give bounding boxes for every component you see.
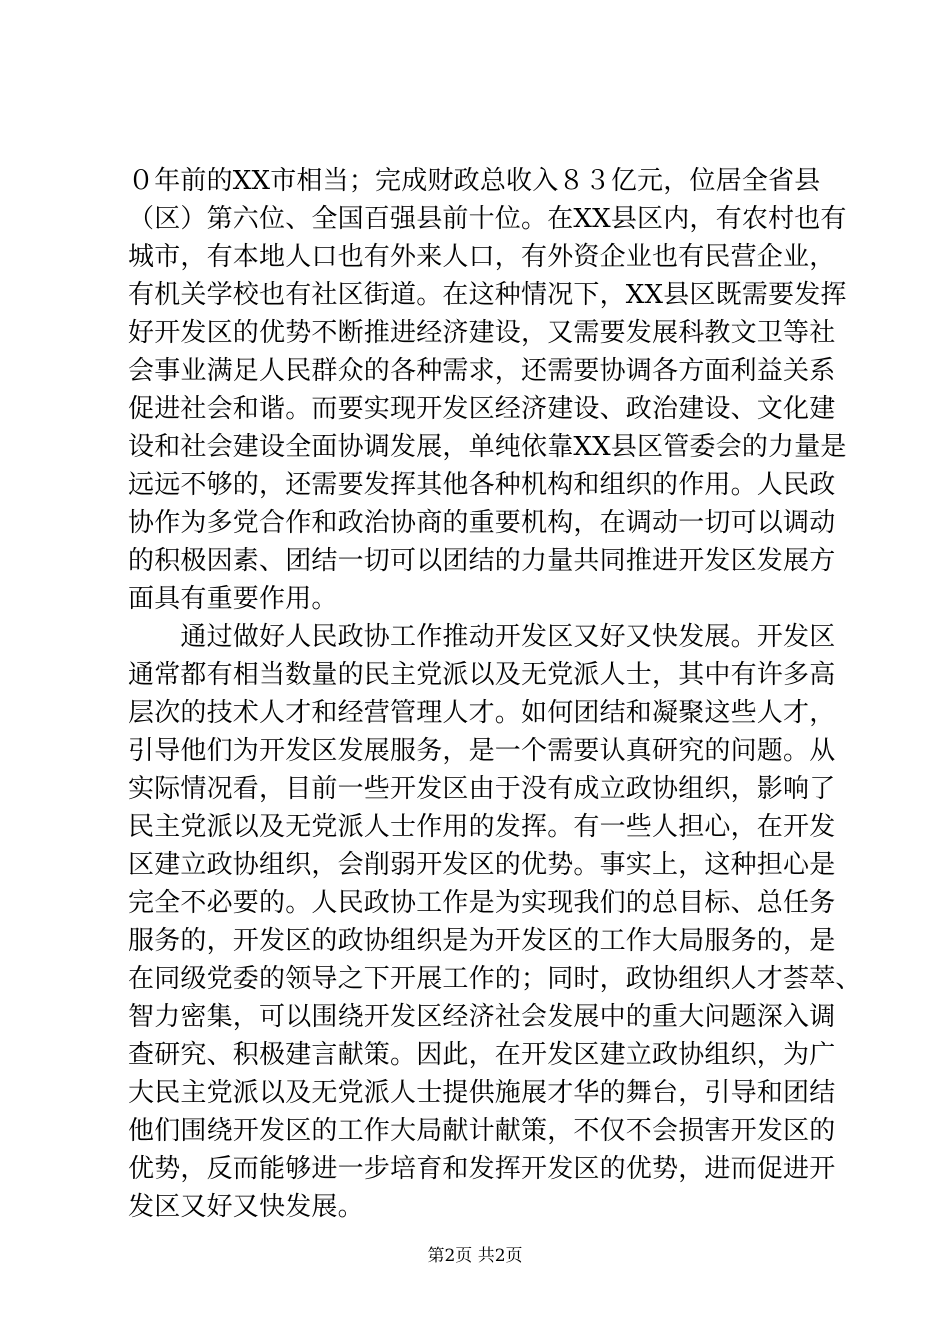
- text-line: 通过做好人民政协工作推动开发区又好又快发展。开发区: [128, 622, 836, 652]
- text-line: 他们围绕开发区的工作大局献计献策，不仅不会损害开发区的: [128, 1116, 836, 1146]
- paragraph-2: [128, 618, 862, 1226]
- text-line: 会事业满足人民群众的各种需求，还需要协调各方面利益关系: [128, 356, 836, 386]
- text-line: 促进社会和谐。而要实现开发区经济建设、政治建设、文化建: [128, 394, 836, 424]
- text-line: 区建立政协组织，会削弱开发区的优势。事实上，这种担心是: [128, 850, 836, 880]
- text-line: 面具有重要作用。: [128, 584, 338, 614]
- text-line: 查研究、积极建言献策。因此，在开发区建立政协组织，为广: [128, 1040, 836, 1070]
- text-line: 智力密集，可以围绕开发区经济社会发展中的重大问题深入调: [128, 1002, 836, 1032]
- text-line: 发区又好又快发展。: [128, 1192, 364, 1222]
- text-line: 层次的技术人才和经营管理人才。如何团结和凝聚这些人才，: [128, 698, 836, 728]
- page-footer: [0, 1245, 950, 1267]
- text-line: 城市，有本地人口也有外来人口，有外资企业也有民营企业，: [128, 242, 836, 272]
- text-line: 好开发区的优势不断推进经济建设，又需要发展科教文卫等社: [128, 318, 836, 348]
- text-line: 协作为多党合作和政治协商的重要机构，在调动一切可以调动: [128, 508, 836, 538]
- text-line: 在同级党委的领导之下开展工作的；同时，政协组织人才荟萃、: [128, 964, 862, 994]
- text-line: ０年前的XX市相当；完成财政总收入８３亿元，位居全省县: [128, 166, 821, 196]
- text-line: 大民主党派以及无党派人士提供施展才华的舞台，引导和团结: [128, 1078, 836, 1108]
- paragraph-1: [128, 162, 847, 618]
- text-line: 的积极因素、团结一切可以团结的力量共同推进开发区发展方: [128, 546, 836, 576]
- page-number: 第2页 共2页: [427, 1246, 523, 1266]
- text-line: 设和社会建设全面协调发展，单纯依靠XX县区管委会的力量是: [128, 432, 847, 462]
- text-line: 民主党派以及无党派人士作用的发挥。有一些人担心，在开发: [128, 812, 836, 842]
- text-line: 有机关学校也有社区街道。在这种情况下，XX县区既需要发挥: [128, 280, 847, 310]
- text-line: 通常都有相当数量的民主党派以及无党派人士，其中有许多高: [128, 660, 836, 690]
- document-body: [128, 162, 862, 1226]
- text-line: （区）第六位、全国百强县前十位。在XX县区内，有农村也有: [128, 204, 847, 234]
- text-line: 服务的，开发区的政协组织是为开发区的工作大局服务的，是: [128, 926, 836, 956]
- text-line: 优势，反而能够进一步培育和发挥开发区的优势，进而促进开: [128, 1154, 836, 1184]
- text-line: 引导他们为开发区发展服务，是一个需要认真研究的问题。从: [128, 736, 836, 766]
- text-line: 完全不必要的。人民政协工作是为实现我们的总目标、总任务: [128, 888, 836, 918]
- text-line: 实际情况看，目前一些开发区由于没有成立政协组织，影响了: [128, 774, 836, 804]
- text-line: 远远不够的，还需要发挥其他各种机构和组织的作用。人民政: [128, 470, 836, 500]
